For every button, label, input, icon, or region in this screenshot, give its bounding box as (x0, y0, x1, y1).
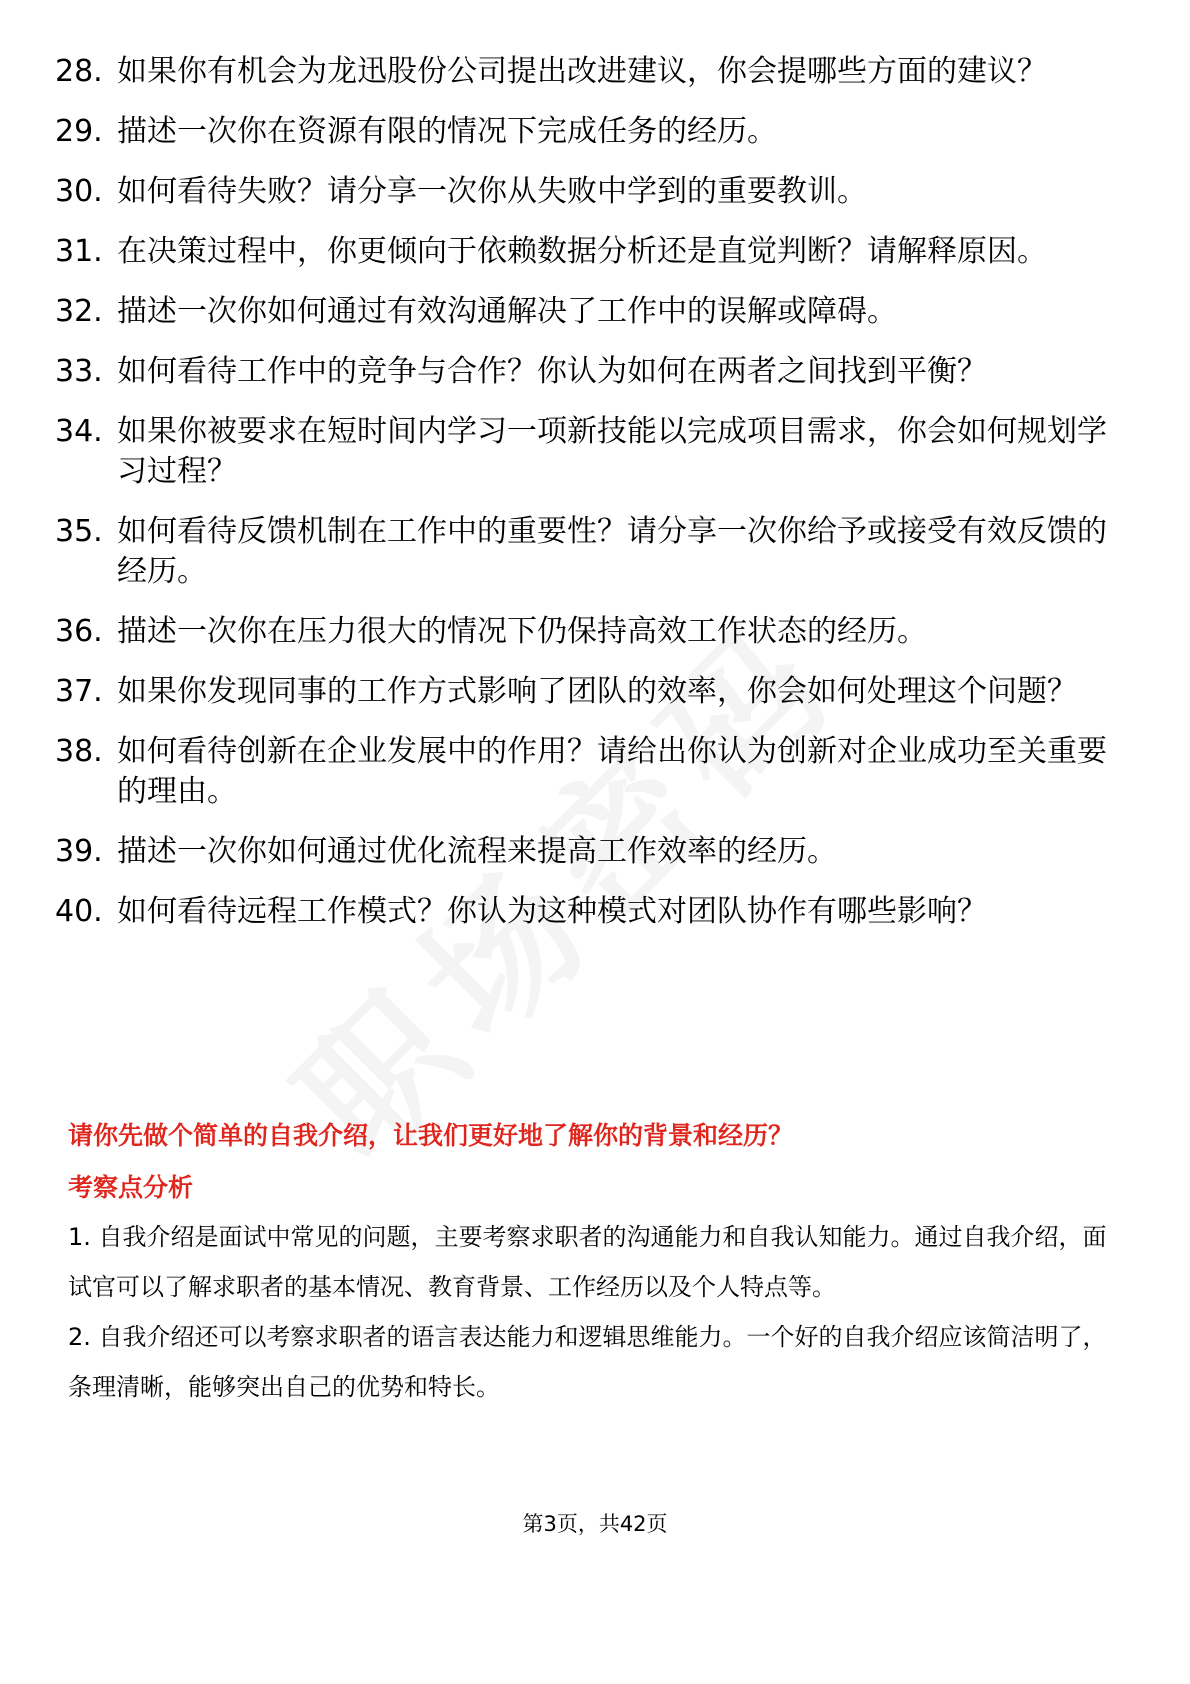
question-text: 描述一次你在压力很大的情况下仍保持高效工作状态的经历。 (117, 614, 927, 649)
question-item (55, 672, 1135, 712)
question-number: 33. (55, 354, 103, 389)
question-number: 35. (55, 514, 103, 549)
question-text: 如果你发现同事的工作方式影响了团队的效率，你会如何处理这个问题？ (117, 674, 1077, 709)
analysis-heading: 考察点分析 (68, 1173, 194, 1202)
question-item (55, 112, 1135, 152)
answer-section (68, 1116, 1128, 1412)
question-item (55, 832, 1135, 872)
question-item (55, 292, 1135, 332)
question-item (55, 232, 1135, 272)
question-item (55, 612, 1135, 652)
analysis-point: 1. 自我介绍是面试中常见的问题，主要考察求职者的沟通能力和自我认知能力。通过自我介绍，面试官可以了解求职者的基本情况、教育背景、工作经历以及个人特点等。 (68, 1223, 1107, 1301)
question-text: 如果你被要求在短时间内学习一项新技能以完成项目需求，你会如何规划学习过程？ (117, 414, 1107, 489)
question-number: 39. (55, 834, 103, 869)
question-text: 如果你有机会为龙迅股份公司提出改进建议，你会提哪些方面的建议？ (117, 54, 1047, 89)
question-text: 描述一次你如何通过优化流程来提高工作效率的经历。 (117, 834, 837, 869)
featured-question: 请你先做个简单的自我介绍，让我们更好地了解你的背景和经历？ (68, 1121, 794, 1150)
question-text: 如何看待远程工作模式？你认为这种模式对团队协作有哪些影响？ (117, 894, 987, 929)
question-number: 31. (55, 234, 103, 269)
question-item (55, 52, 1135, 92)
question-text: 如何看待创新在企业发展中的作用？请给出你认为创新对企业成功至关重要的理由。 (117, 734, 1107, 809)
question-number: 36. (55, 614, 103, 649)
question-list (55, 52, 1135, 952)
question-item (55, 352, 1135, 392)
question-number: 28. (55, 54, 103, 89)
question-item (55, 892, 1135, 932)
question-text: 如何看待失败？请分享一次你从失败中学到的重要教训。 (117, 174, 867, 209)
question-number: 34. (55, 414, 103, 449)
question-number: 30. (55, 174, 103, 209)
question-number: 32. (55, 294, 103, 329)
question-text: 如何看待反馈机制在工作中的重要性？请分享一次你给予或接受有效反馈的经历。 (117, 514, 1107, 589)
question-number: 37. (55, 674, 103, 709)
question-item (55, 172, 1135, 212)
question-text: 如何看待工作中的竞争与合作？你认为如何在两者之间找到平衡？ (117, 354, 987, 389)
question-item (55, 732, 1135, 812)
question-number: 40. (55, 894, 103, 929)
question-item (55, 412, 1135, 492)
analysis-point: 2. 自我介绍还可以考察求职者的语言表达能力和逻辑思维能力。一个好的自我介绍应该简洁明了，条理清晰，能够突出自己的优势和特长。 (68, 1323, 1107, 1401)
question-number: 29. (55, 114, 103, 149)
question-text: 描述一次你如何通过有效沟通解决了工作中的误解或障碍。 (117, 294, 897, 329)
question-item (55, 512, 1135, 592)
question-number: 38. (55, 734, 103, 769)
page-footer: 第3页，共42页 (522, 1512, 668, 1536)
question-text: 在决策过程中，你更倾向于依赖数据分析还是直觉判断？请解释原因。 (117, 234, 1047, 269)
question-text: 描述一次你在资源有限的情况下完成任务的经历。 (117, 114, 777, 149)
